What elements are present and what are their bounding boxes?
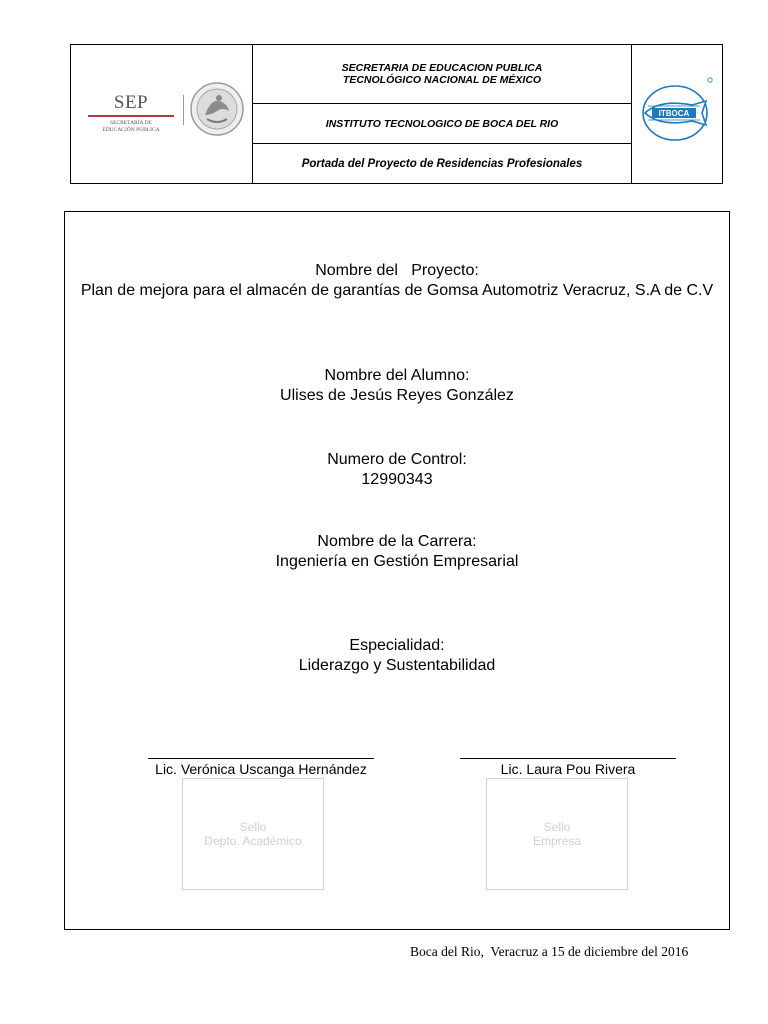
header-logo-cell <box>71 45 253 183</box>
signature-right <box>457 758 679 777</box>
specialty-section <box>65 636 729 676</box>
sep-logo-bar <box>88 115 174 117</box>
header-row-secretaria <box>253 45 631 104</box>
header-row-document-title <box>253 144 631 183</box>
stamp-box-academic <box>182 778 324 890</box>
stamp-company-line2: Empresa <box>532 834 582 848</box>
specialty-name: Liderazgo y Sustentabilidad <box>298 657 496 674</box>
national-seal-icon <box>189 81 245 137</box>
document-title: Portada del Proyecto de Residencias Profesionales <box>301 157 583 170</box>
career-name: Ingeniería en Gestión Empresarial <box>275 553 519 570</box>
signature-line-right <box>460 758 676 759</box>
control-label: Numero de Control: <box>327 451 467 468</box>
place-date: Boca del Rio, Veracruz a 15 de diciembre del 2016 <box>410 944 689 959</box>
logo-divider <box>183 95 184 125</box>
signer-name-right: Lic. Laura Pou Rivera <box>500 761 636 777</box>
stamp-academic-line1: Sello <box>239 820 267 834</box>
header-row-institute <box>253 104 631 144</box>
student-label: Nombre del Alumno: <box>324 367 470 384</box>
header-line-1: SECRETARIA DE EDUCACION PUBLICA <box>341 62 543 74</box>
cover-content-box <box>64 211 730 930</box>
sep-logo-subtitle-2: EDUCACIÓN PÚBLICA <box>102 127 160 133</box>
control-number: 12990343 <box>361 471 433 488</box>
stamp-box-company <box>486 778 628 890</box>
project-label: Nombre del Proyecto: <box>315 262 479 279</box>
signer-name-left: Lic. Verónica Uscanga Hernández <box>155 761 367 777</box>
student-name: Ulises de Jesús Reyes González <box>280 387 514 404</box>
project-name: Plan de mejora para el almacén de garantías de Gomsa Automotriz Veracruz, S.A de C.V <box>80 282 714 299</box>
header-table <box>70 44 723 184</box>
signature-line-left <box>148 758 374 759</box>
control-section <box>65 450 729 490</box>
sep-logo-subtitle-1: SECRETARÍA DE <box>110 120 152 126</box>
header-line-2: TECNOLÓGICO NACIONAL DE MÉXICO <box>342 74 542 86</box>
institute-name: INSTITUTO TECNOLOGICO DE BOCA DEL RIO <box>325 117 559 130</box>
stamp-company-line1: Sello <box>543 820 571 834</box>
itboca-logo-text: ITBOCA <box>658 109 690 118</box>
stamp-academic-line2: Depto. Académico <box>204 834 302 848</box>
project-section <box>65 261 729 301</box>
specialty-label: Especialidad: <box>349 637 445 654</box>
header-itboca-cell <box>632 45 722 183</box>
sep-logo-title: SEP <box>113 92 149 113</box>
sep-logo <box>85 93 177 134</box>
career-label: Nombre de la Carrera: <box>317 533 477 550</box>
career-section <box>65 532 729 572</box>
header-title-cell <box>253 45 632 183</box>
student-section <box>65 366 729 406</box>
signature-left <box>145 758 377 777</box>
itboca-logo-icon <box>640 75 716 143</box>
